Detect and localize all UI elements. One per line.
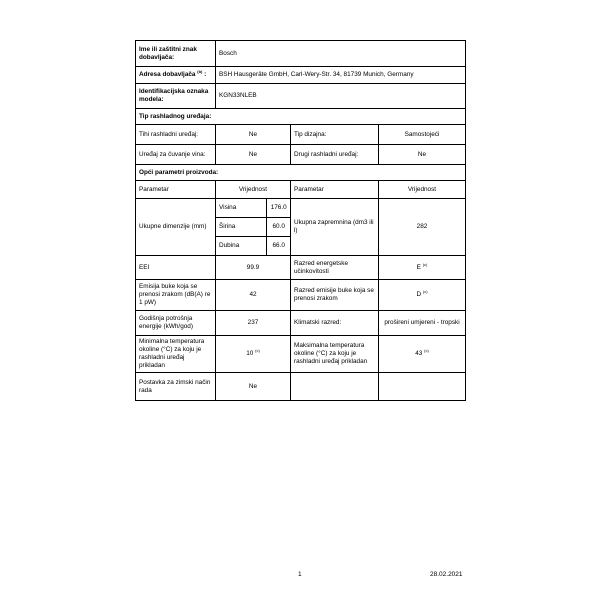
noise-value: 42 bbox=[216, 280, 291, 311]
noise-class-value: D bbox=[416, 291, 422, 298]
max-temp-cell bbox=[379, 336, 466, 373]
energy-class-cell bbox=[379, 256, 466, 280]
annual-energy-value: 237 bbox=[216, 311, 291, 336]
min-temp-cell bbox=[216, 336, 291, 373]
max-temp-label: Maksimalna temperatura okoline (°C) za koju je rashladni uređaj prikladan bbox=[291, 336, 379, 373]
wine-storage-value: Ne bbox=[216, 145, 291, 165]
volume-value: 282 bbox=[379, 199, 466, 256]
noise-class-note: (c) bbox=[422, 288, 428, 294]
empty-cell-right bbox=[379, 373, 466, 401]
energy-class-note: (c) bbox=[422, 261, 428, 267]
empty-cell-left bbox=[291, 373, 379, 401]
address-label-text: Adresa dobavljača bbox=[139, 71, 196, 78]
min-temp-value: 10 bbox=[246, 350, 254, 357]
low-noise-label: Tihi rashladni uređaj: bbox=[136, 125, 216, 145]
wine-storage-label: Uređaj za čuvanje vina: bbox=[136, 145, 216, 165]
model-label: Identifikacijska oznaka modela: bbox=[136, 84, 216, 109]
depth-value: 66.0 bbox=[267, 237, 290, 255]
eei-value: 99.9 bbox=[216, 256, 291, 280]
col-param-right: Parametar bbox=[291, 181, 379, 199]
supplier-address-label: Adresa dobavljača $^{(b)}$ : bbox=[136, 67, 216, 84]
min-temp-note: (c) bbox=[255, 347, 260, 353]
appliance-type-heading: Tip rashladnog uređaja: bbox=[136, 109, 466, 125]
volume-label: Ukupna zapremnina (dm3 ili l) bbox=[291, 199, 379, 256]
dimensions-label: Ukupne dimenzije (mm) bbox=[136, 199, 216, 256]
winter-mode-value: Ne bbox=[216, 373, 291, 401]
energy-class-label: Razred energetske učinkovitosti bbox=[291, 256, 379, 280]
max-temp-value: 43 bbox=[415, 350, 423, 357]
noise-class-label: Razred emisije buke koja se prenosi zrakom bbox=[291, 280, 379, 311]
eei-label: EEI bbox=[136, 256, 216, 280]
address-note: (b) bbox=[197, 68, 203, 74]
supplier-name-label: Ime ili zaštitni znak dobavljača: bbox=[136, 41, 216, 67]
noise-label: Emisija buke koja se prenosi zrakom (dB(A) re 1 pW) bbox=[136, 280, 216, 311]
supplier-name-value: Bosch bbox=[216, 41, 466, 67]
model-value: KGN33NLEB bbox=[216, 84, 466, 109]
dimensions-cell bbox=[216, 199, 291, 256]
footer-date: 28.02.2021 bbox=[430, 571, 463, 578]
page-number: 1 bbox=[298, 571, 302, 578]
width-value: 60.0 bbox=[267, 217, 290, 236]
height-label: Visina bbox=[216, 199, 267, 217]
dimensions-subtable bbox=[216, 199, 290, 255]
other-appliance-value: Ne bbox=[379, 145, 466, 165]
winter-mode-label: Postavka za zimski način rada bbox=[136, 373, 216, 401]
other-appliance-label: Drugi rashladni uređaj: bbox=[291, 145, 379, 165]
supplier-address-value: BSH Hausgeräte GmbH, Carl-Wery-Str. 34, 81739 Munich, Germany bbox=[216, 67, 466, 84]
col-value-left: Vrijednost bbox=[216, 181, 291, 199]
min-temp-label: Minimalna temperatura okoline (°C) za koju je rashladni uređaj prikladan bbox=[136, 336, 216, 373]
col-value-right: Vrijednost bbox=[379, 181, 466, 199]
design-type-value: Samostojeći bbox=[379, 125, 466, 145]
height-value: 176.0 bbox=[267, 199, 290, 217]
noise-class-cell bbox=[379, 280, 466, 311]
product-information-sheet bbox=[135, 40, 465, 401]
climate-class-label: Klimatski razred: bbox=[291, 311, 379, 336]
info-table bbox=[135, 40, 466, 401]
design-type-label: Tip dizajna: bbox=[291, 125, 379, 145]
width-label: Širina bbox=[216, 217, 267, 236]
annual-energy-label: Godišnja potrošnja energije (kWh/god) bbox=[136, 311, 216, 336]
col-param-left: Parametar bbox=[136, 181, 216, 199]
depth-label: Dubina bbox=[216, 237, 267, 255]
params-heading: Opći parametri proizvoda: bbox=[136, 165, 466, 181]
max-temp-note: (c) bbox=[424, 347, 429, 353]
low-noise-value: Ne bbox=[216, 125, 291, 145]
climate-class-value: prošireni umjereni - tropski bbox=[379, 311, 466, 336]
energy-class-value: E bbox=[416, 263, 421, 271]
